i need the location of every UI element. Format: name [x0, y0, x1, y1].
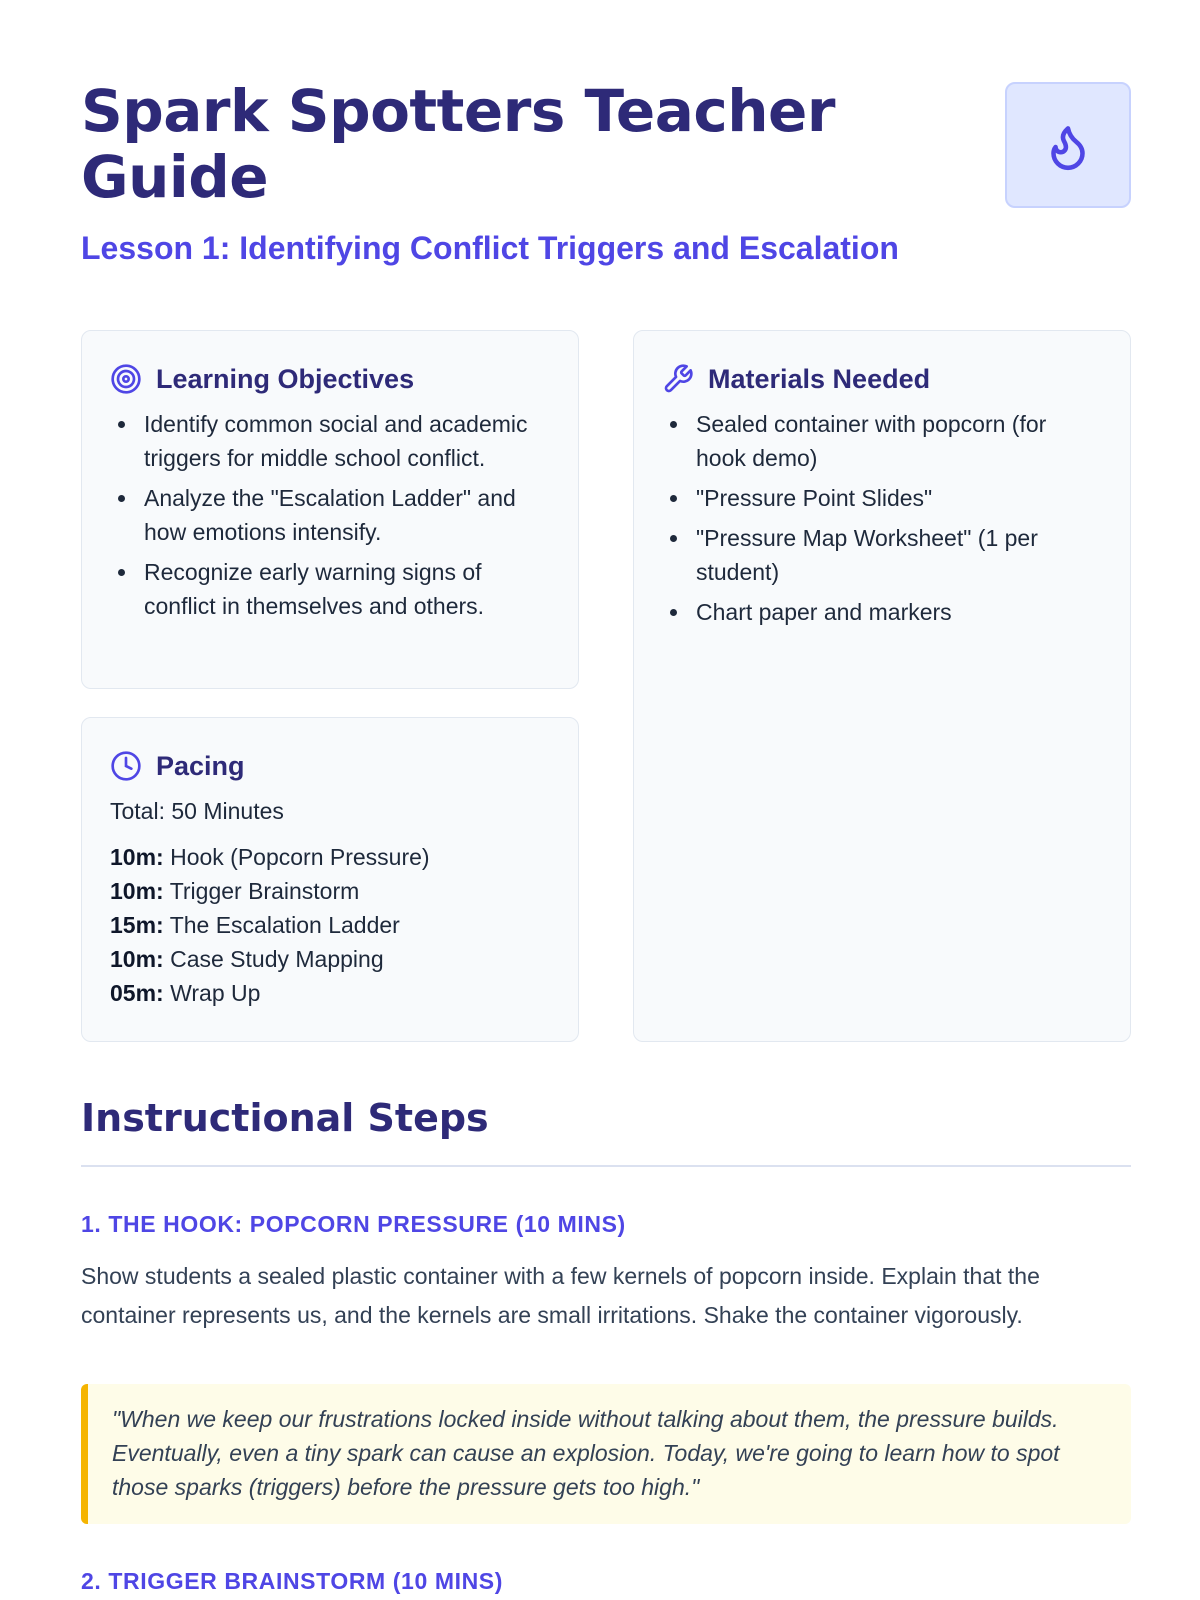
flame-icon: [1043, 116, 1093, 174]
list-item: Analyze the "Escalation Ladder" and how emotions intensify.: [110, 481, 550, 549]
pacing-total: Total: 50 Minutes: [110, 798, 284, 824]
pacing-activity: The Escalation Ladder: [169, 912, 400, 938]
list-item: Sealed container with popcorn (for hook demo): [662, 407, 1102, 475]
pacing-schedule: [110, 840, 550, 1010]
overview-cards: [81, 330, 1131, 1042]
card-title: Pacing: [156, 750, 245, 781]
list-item: "Pressure Map Worksheet" (1 per student): [662, 521, 1102, 589]
pacing-row: [110, 942, 550, 976]
card-title: Learning Objectives: [156, 363, 415, 394]
pacing-row: [110, 874, 550, 908]
target-icon: [110, 363, 142, 395]
card-header: [662, 359, 1102, 399]
learning-objectives-card: [81, 330, 579, 689]
list-item: Identify common social and academic triggers for middle school conflict.: [110, 407, 550, 475]
pacing-time: 10m:: [110, 946, 164, 972]
objectives-list: [110, 407, 550, 623]
page-title: Spark Spotters Teacher Guide: [81, 77, 835, 211]
list-item: Chart paper and markers: [662, 595, 1102, 629]
pacing-time: 10m:: [110, 844, 164, 870]
pacing-time: 15m:: [110, 912, 164, 938]
pacing-row: [110, 976, 550, 1010]
logo-badge: [1005, 82, 1131, 208]
teacher-guide-page: [81, 77, 1131, 1594]
step-heading: 1. THE HOOK: POPCORN PRESSURE (10 MINS): [81, 1211, 626, 1237]
section-divider: [81, 1165, 1131, 1167]
pacing-time: 05m:: [110, 980, 164, 1006]
pacing-activity: Trigger Brainstorm: [169, 878, 360, 904]
teacher-script-quote: "When we keep our frustrations locked inside without talking about them, the pressure builds. Eventually, even a tiny spark can cause an explosion. Today, we're going to learn how to spot those sparks (triggers) before the pressure gets too high.": [81, 1384, 1131, 1524]
materials-list: [662, 407, 1102, 629]
list-item: Recognize early warning signs of conflict in themselves and others.: [110, 555, 550, 623]
card-title: Materials Needed: [708, 363, 931, 394]
list-item: "Pressure Point Slides": [662, 481, 1102, 515]
materials-card: [633, 330, 1131, 1042]
card-header: [110, 359, 550, 399]
wrench-icon: [662, 363, 694, 395]
pacing-row: [110, 908, 550, 942]
section-title: Instructional Steps: [81, 1096, 489, 1140]
step-body: Show students a sealed plastic container with a few kernels of popcorn inside. Explain that the container represents us, and the kernels are small irritations. Shake the container vigorously.: [81, 1263, 1040, 1328]
pacing-card: [81, 717, 579, 1042]
pacing-activity: Case Study Mapping: [170, 946, 384, 972]
pacing-activity: Wrap Up: [170, 980, 261, 1006]
step-heading: 2. TRIGGER BRAINSTORM (10 MINS): [81, 1568, 503, 1594]
guide-header: [81, 78, 1131, 298]
pacing-activity: Hook (Popcorn Pressure): [170, 844, 430, 870]
pacing-row: [110, 840, 550, 874]
lesson-subtitle: Lesson 1: Identifying Conflict Triggers and Escalation: [81, 230, 899, 266]
pacing-time: 10m:: [110, 878, 164, 904]
card-header: [110, 746, 550, 786]
clock-icon: [110, 750, 142, 782]
